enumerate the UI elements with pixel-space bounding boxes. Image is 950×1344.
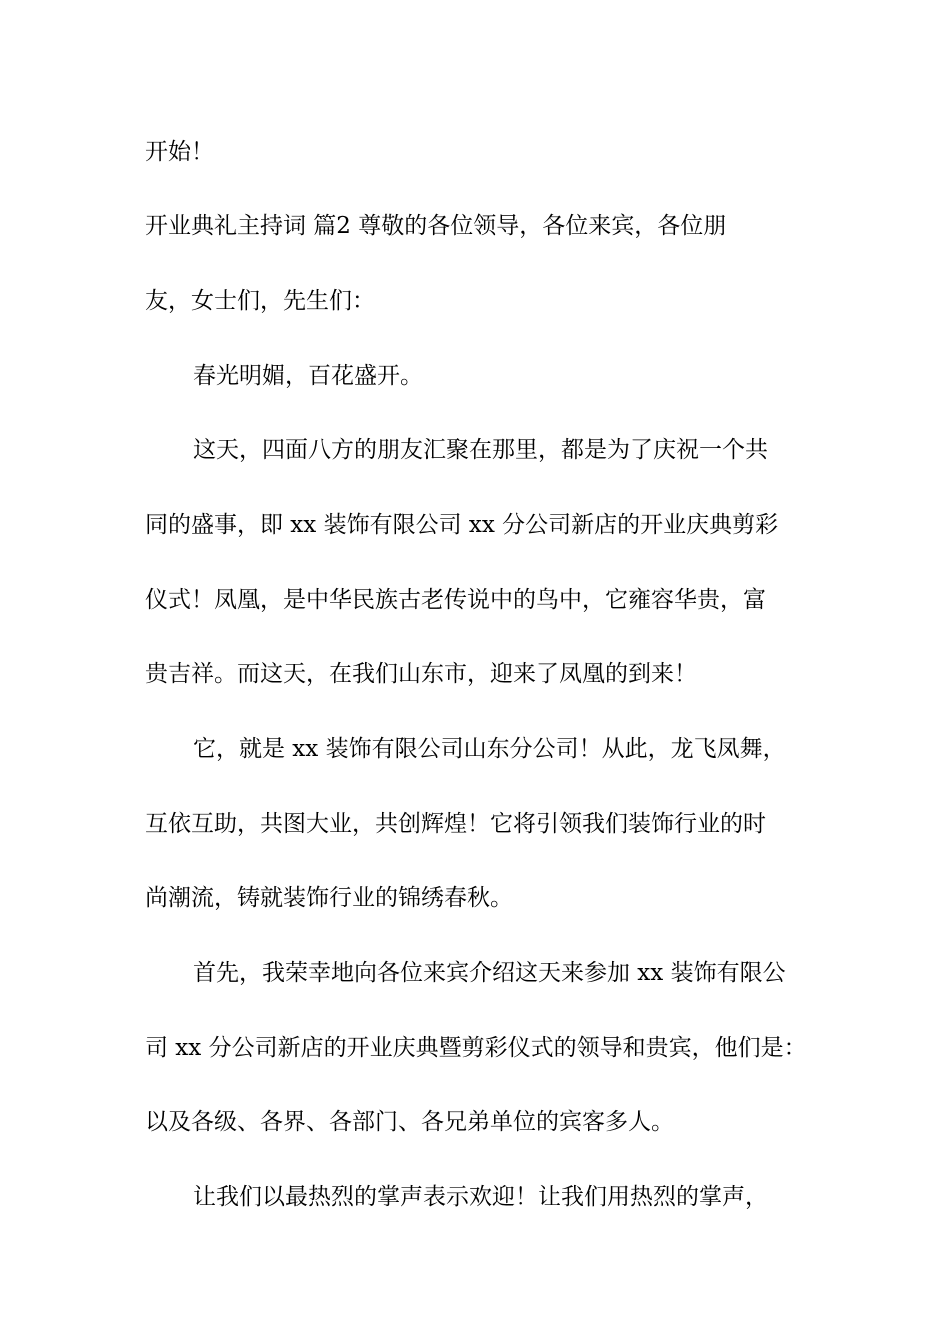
paragraph-start-line: 这天，四面八方的朋友汇聚在那里，都是为了庆祝一个共 bbox=[193, 437, 768, 463]
section-heading-line: 开业典礼主持词 篇2 尊敬的各位领导，各位来宾，各位朋 bbox=[145, 213, 727, 239]
text-line: 尚潮流，铸就装饰行业的锦绣春秋。 bbox=[145, 885, 513, 911]
text-line: 友，女士们，先生们： bbox=[145, 288, 375, 314]
text-line: 司 xx 分公司新店的开业庆典暨剪彩仪式的领导和贵宾，他们是： bbox=[145, 1035, 807, 1061]
text-line: 以及各级、各界、各部门、各兄弟单位的宾客多人。 bbox=[145, 1109, 674, 1135]
text-line: 贵吉祥。而这天，在我们山东市，迎来了凤凰的到来！ bbox=[145, 661, 697, 687]
text-line: 互依互助，共图大业，共创辉煌！它将引领我们装饰行业的时 bbox=[145, 811, 766, 837]
text-line: 仪式！凤凰，是中华民族古老传说中的鸟中，它雍容华贵，富 bbox=[145, 587, 766, 613]
text-line: 开始！ bbox=[145, 139, 214, 165]
paragraph-start-line: 春光明媚，百花盛开。 bbox=[193, 363, 423, 389]
paragraph-start-line: 让我们以最热烈的掌声表示欢迎！让我们用热烈的掌声， bbox=[193, 1184, 768, 1210]
paragraph-start-line: 它，就是 xx 装饰有限公司山东分公司！从此，龙飞凤舞， bbox=[193, 736, 786, 762]
paragraph-start-line: 首先，我荣幸地向各位来宾介绍这天来参加 xx 装饰有限公 bbox=[193, 960, 786, 986]
text-line: 同的盛事，即 xx 装饰有限公司 xx 分公司新店的开业庆典剪彩 bbox=[145, 512, 779, 538]
